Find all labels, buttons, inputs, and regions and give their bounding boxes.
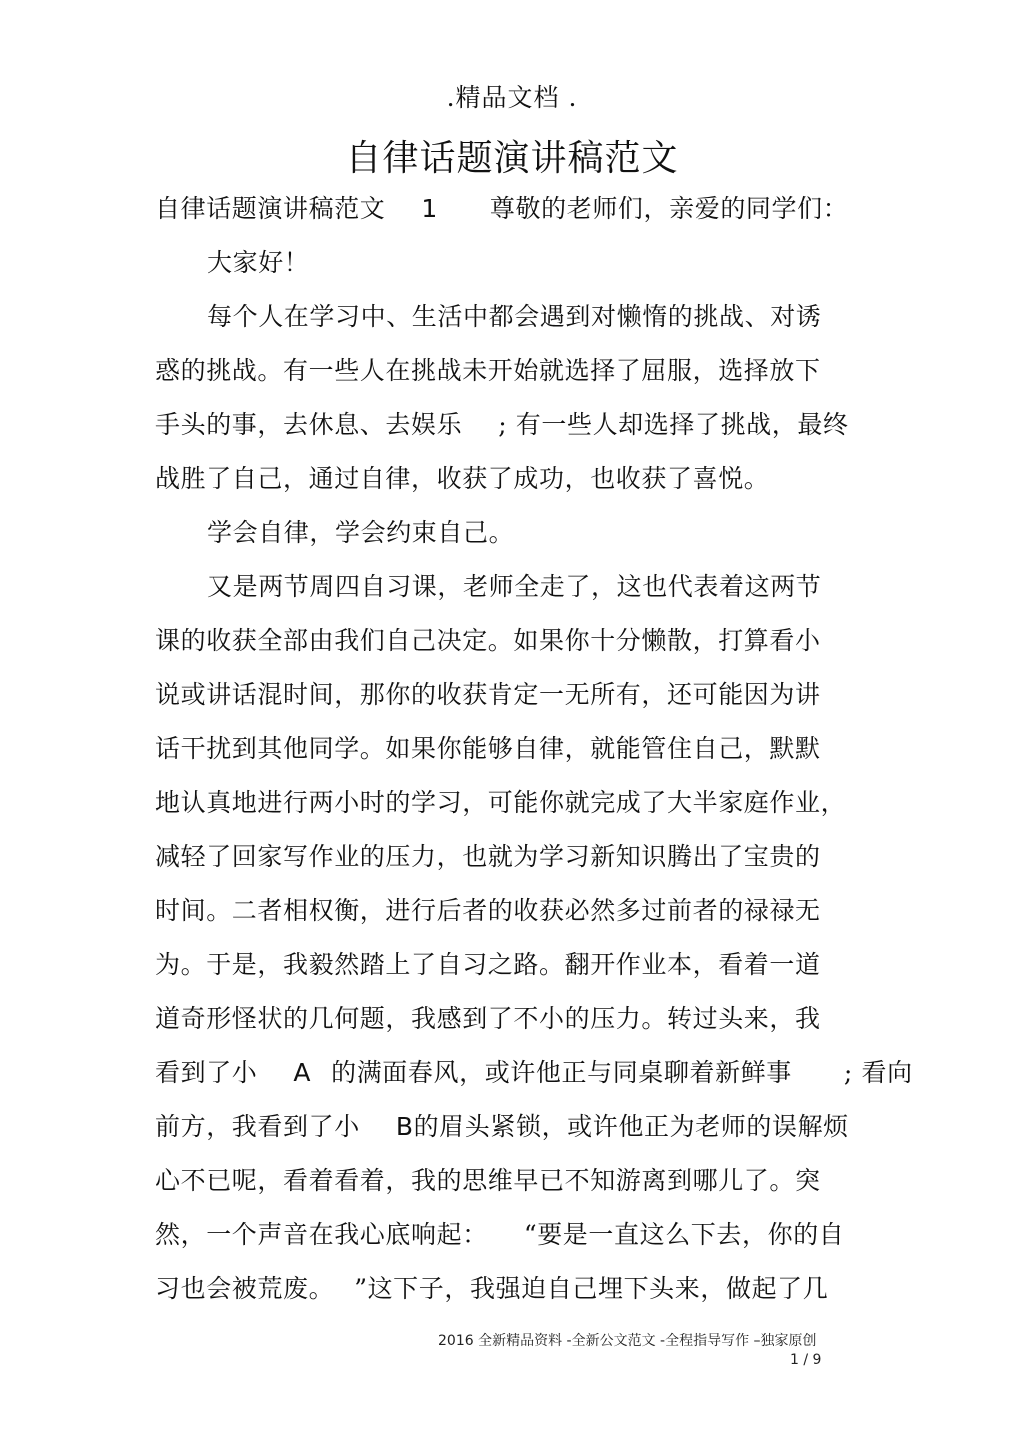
salutation: 尊敬的老师们，亲爱的同学们：: [489, 194, 849, 223]
text-line: 学会自律，学会约束自己。: [207, 518, 515, 547]
text-line: 说或讲话混时间，那你的收获肯定一无所有，还可能因为讲: [155, 680, 821, 709]
text-line: 心不已呢，看着看着，我的思维早已不知游离到哪儿了。突: [155, 1166, 821, 1195]
text-line: 减轻了回家写作业的压力，也就为学习新知识腾出了宝贵的: [155, 842, 821, 871]
document-body: [155, 188, 913, 1322]
text-line: 话干扰到其他同学。如果你能够自律，就能管住自己，默默: [155, 734, 821, 763]
document-title: 自律话题演讲稿范文: [345, 138, 679, 179]
text-line: 然，一个声音在我心底响起： “要是一直这么下去，你的自: [155, 1220, 845, 1249]
text-line: 战胜了自己，通过自律，收获了成功，也收获了喜悦。: [155, 464, 770, 493]
text-line: 惑的挑战。有一些人在挑战未开始就选择了屈服，选择放下: [155, 356, 821, 385]
text-line: 习也会被荒废。 ”这下子，我强迫自己埋下头来，做起了几: [155, 1274, 829, 1303]
text-line: 为。于是，我毅然踏上了自习之路。翻开作业本，看着一道: [155, 950, 821, 979]
page-number: 1 / 9: [790, 1352, 822, 1368]
greeting: 大家好！: [207, 248, 310, 277]
text-line: 手头的事，去休息、去娱乐 ; 有一些人却选择了挑战，最终: [155, 410, 849, 439]
text-line: 课的收获全部由我们自己决定。如果你十分懒散，打算看小: [155, 626, 821, 655]
article-number: 1: [421, 194, 438, 223]
text-line: 前方，我看到了小 B的眉头紧锁，或许他正为老师的误解烦: [155, 1112, 849, 1141]
header-mark: .精品文档 .: [446, 83, 578, 112]
text-line: 道奇形怪状的几何题，我感到了不小的压力。转过头来，我: [155, 1004, 821, 1033]
article-heading: 自律话题演讲稿范文: [155, 194, 386, 223]
text-line: 时间。二者相权衡，进行后者的收获必然多过前者的禄禄无: [155, 896, 821, 925]
text-line: [155, 188, 875, 242]
footer-note: 2016 全新精品资料 -全新公文范文 -全程指导写作 –独家原创: [438, 1333, 817, 1349]
text-line: [155, 242, 875, 296]
text-line: 看到了小 A 的满面春风，或许他正与同桌聊着新鲜事 ; 看向: [155, 1058, 913, 1087]
text-line: 又是两节周四自习课，老师全走了，这也代表着这两节: [207, 572, 822, 601]
text-line: 每个人在学习中、生活中都会遇到对懒惰的挑战、对诱: [207, 302, 822, 331]
text-line: 地认真地进行两小时的学习，可能你就完成了大半家庭作业，: [155, 788, 847, 817]
